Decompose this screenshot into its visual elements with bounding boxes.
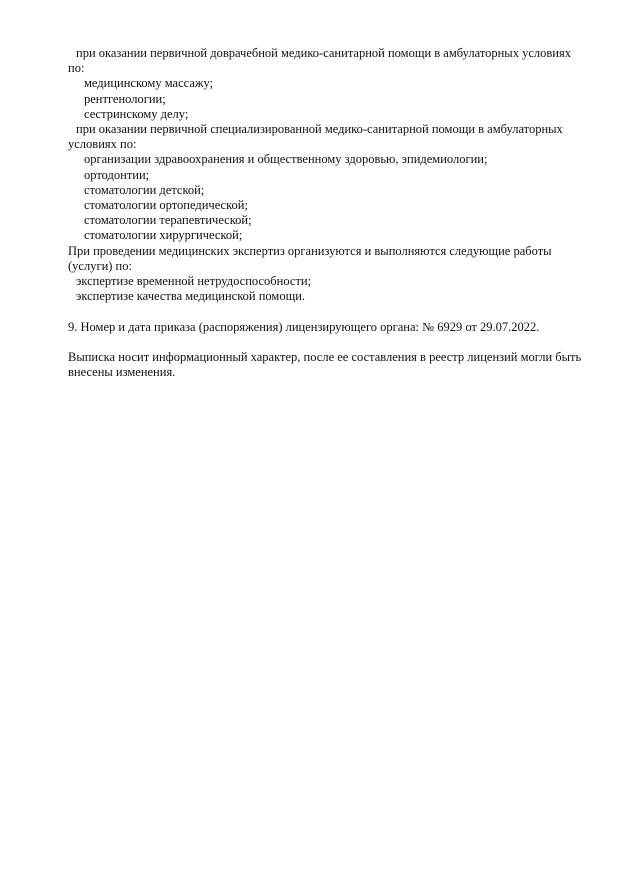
list-item: ортодонтии; bbox=[84, 167, 150, 182]
list-item: медицинскому массажу; bbox=[84, 76, 214, 91]
order-number-line: 9. Номер и дата приказа (распоряжения) лицензирующего органа: № 6929 от 29.07.2022. bbox=[68, 319, 540, 334]
list-item: стоматологии терапевтической; bbox=[84, 213, 252, 228]
disclaimer-line: Выписка носит информационный характер, после ее составления в реестр лицензий могли быть bbox=[68, 350, 582, 365]
list-item: экспертизе качества медицинской помощи. bbox=[76, 289, 306, 304]
text-line: при оказании первичной доврачебной медико-санитарной помощи в амбулаторных условиях bbox=[76, 46, 571, 60]
disclaimer-line: внесены изменения. bbox=[68, 365, 176, 380]
text-line: по: bbox=[68, 61, 85, 76]
list-item: организации здравоохранения и общественному здоровью, эпидемиологии; bbox=[84, 152, 488, 167]
list-item: стоматологии ортопедической; bbox=[84, 198, 248, 213]
list-item: сестринскому делу; bbox=[84, 106, 189, 121]
text-line: при оказании первичной специализированной медико-санитарной помощи в амбулаторных bbox=[76, 122, 563, 137]
list-item: стоматологии хирургической; bbox=[84, 228, 243, 243]
blank-line bbox=[68, 304, 589, 319]
text-line: При проведении медицинских экспертиз организуются и выполняются следующие работы bbox=[68, 243, 552, 258]
text-line: условиях по: bbox=[68, 137, 137, 152]
list-item: стоматологии детской; bbox=[84, 182, 205, 197]
list-item: экспертизе временной нетрудоспособности; bbox=[76, 274, 312, 289]
list-item: рентгенологии; bbox=[84, 91, 166, 106]
blank-line bbox=[68, 335, 589, 350]
text-line: (услуги) по: bbox=[68, 258, 132, 273]
